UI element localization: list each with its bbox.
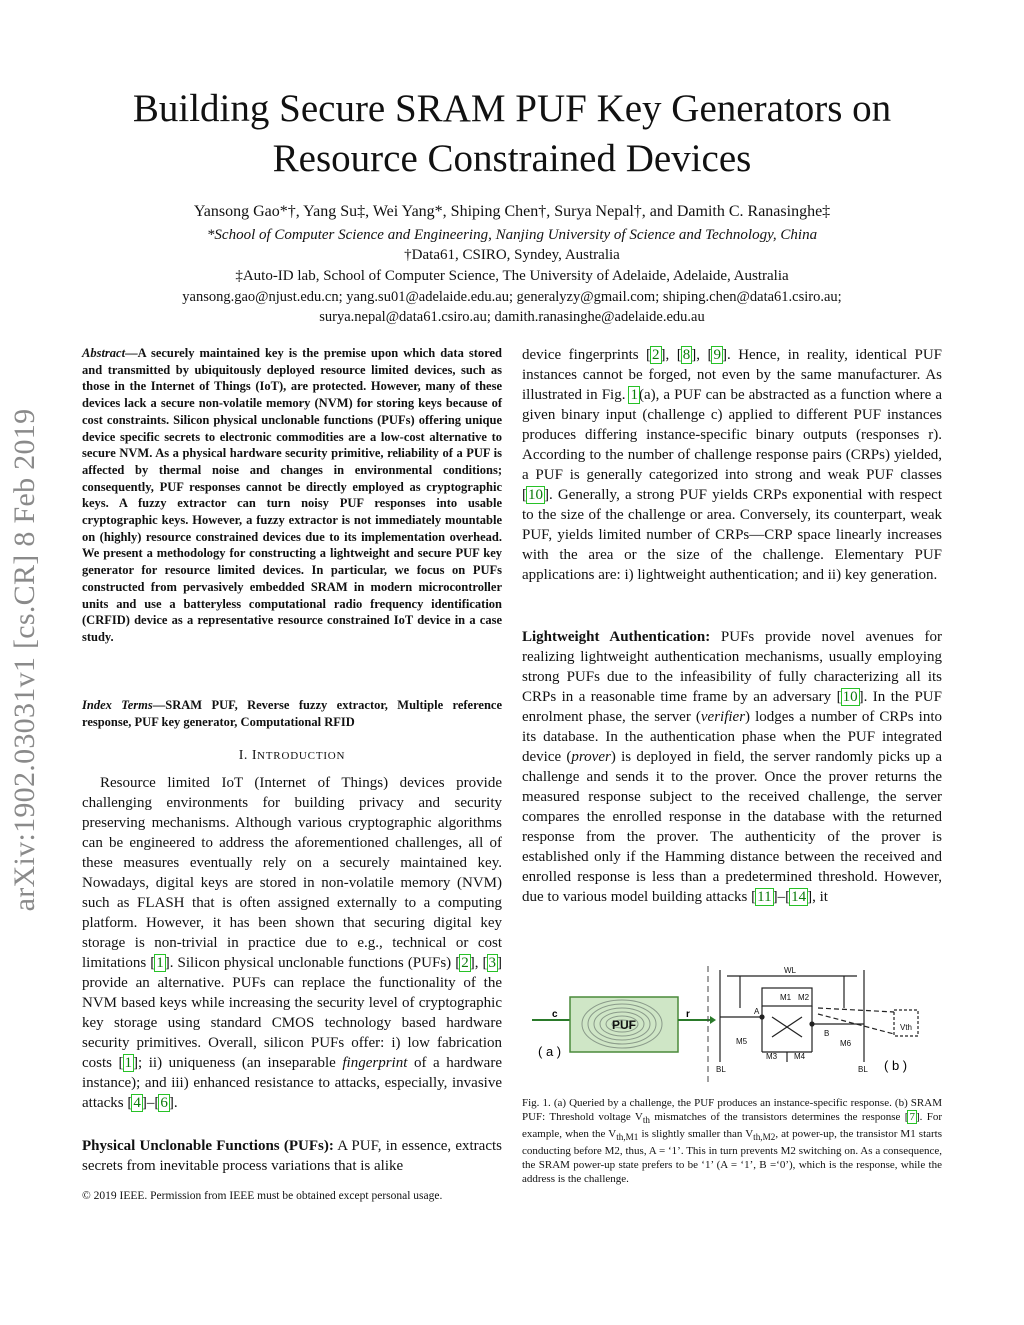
citation-link[interactable]: 6 — [160, 1095, 168, 1111]
citation-link[interactable]: 3 — [488, 955, 497, 971]
wl-label: WL — [784, 966, 796, 975]
citation-link[interactable]: 8 — [682, 347, 691, 363]
node-a-label: A — [754, 1007, 760, 1016]
lightweight-auth-heading: Lightweight Authentication: — [522, 629, 711, 645]
index-terms-label: Index Terms — [82, 698, 153, 712]
citation-link[interactable]: 4 — [133, 1095, 141, 1111]
node-b-label: B — [824, 1029, 830, 1038]
email-line-2: surya.nepal@data61.csiro.au; damith.ranasinghe@adelaide.edu.au — [319, 309, 705, 325]
challenge-label: c — [552, 1009, 558, 1020]
m6-label: M6 — [840, 1039, 852, 1048]
figure-link[interactable]: 1 — [630, 387, 638, 403]
lightweight-auth-paragraph: Lightweight Authentication: PUFs provide novel avenues for realizing lightweight authentication mechanisms, usually employing strong PUFs due to the infeasibility of fully characterizing all its CRPs in a reasonable time frame by an adversary [10]. In the PUF enrolment phase, the server (verifier) lodges a number of CRPs into its database. In the authentication phase when the PUF integrated device (prover) is deployed in field, the server randomly picks up a challenge and sends it to the prover. Once the prover returns the measured response subject to the received challenge, the server compares the enrolled response in the database with the returned response from the prover. The authenticity of the prover is established only if the Hamming distance between the received and enrolled response is less than a predetermined threshold. However, due to various model building attacks [11]–[14], it — [522, 629, 943, 905]
index-terms — [82, 697, 502, 730]
puf-heading: Physical Unclonable Functions (PUFs): — [82, 1138, 334, 1154]
m3-label: M3 — [766, 1052, 778, 1061]
intro-paragraph: Resource limited IoT (Internet of Things) devices provide challenging environments for building privacy and security preserving mechanisms. Although various cryptographic algorithms can be engineered to address the aforementioned challenges, all of these measures eventually rely on a securely maintained key. Nowadays, digital keys are stored in non-volatile memory (NVM) such as FLASH that is often assigned externally to a computing platform. However, it has been shown that securing digital key storage is non-trivial in practice due to e.g., technical or cost limitations [1]. Silicon physical unclonable functions (PUFs) [2], [3] provide an alternative. PUFs can replace the functionality of the NVM based keys while increasing the security level of cryptographic key storage using standard CMOS technology based hardware security primitives. Overall, silicon PUFs offer: i) low fabrication costs [1]; ii) uniqueness (an inseparable fingerprint of a hardware instance); and iii) enhanced resistance to attacks, especially, invasive attacks [4]–[6]. — [82, 775, 503, 1111]
m4-label: M4 — [794, 1052, 806, 1061]
abstract — [82, 345, 502, 646]
sram-cell-schematic — [720, 970, 918, 1062]
citation-link[interactable]: 1 — [156, 955, 164, 971]
vth-label: Vth — [900, 1023, 913, 1032]
bl-label: BL — [716, 1065, 726, 1074]
figure-1-caption: Fig. 1. (a) Queried by a challenge, the PUF produces an instance-specific response. (b) SRAM PUF: Threshold voltage $V_{th}$ mismatches of the transistors determines the response [7]. For example, when the $V_{th,M1}$ is slightly smaller than $V_{th,M2}$, at power-up, the transistor M1 starts conducting before M2, thus, A = ‘1’. This in turn prevents M2 switching on. As a consequence, the SRAM power-up state prefers to be ‘1’ (A = ‘1’, B =‘0’), which is the response, while the address is the challenge. — [522, 1097, 943, 1186]
citation-link[interactable]: 2 — [461, 955, 469, 971]
index-terms-text: —SRAM PUF, Reverse fuzzy extractor, Multiple reference response, PUF key generator, Computational RFID — [82, 698, 503, 729]
affiliation-3: ‡Auto-ID lab, School of Computer Science, The University of Adelaide, Adelaide, Australia — [235, 268, 789, 284]
bl-bar-label: BL — [858, 1065, 868, 1074]
copyright-notice: © 2019 IEEE. Permission from IEEE must be obtained except personal usage. — [82, 1190, 443, 1202]
citation-link[interactable]: 1 — [124, 1055, 133, 1071]
panel-a-label: ( a ) — [538, 1044, 562, 1059]
affiliation-1: *School of Computer Science and Engineering, Nanjing University of Science and Technology, China — [206, 227, 818, 243]
response-label: r — [686, 1009, 690, 1020]
figure-1 — [522, 962, 942, 1087]
citation-link[interactable]: 10 — [842, 689, 858, 705]
m5-label: M5 — [736, 1037, 748, 1046]
affiliation-2: †Data61, CSIRO, Syndey, Australia — [404, 247, 620, 263]
citation-link[interactable]: 2 — [652, 347, 660, 363]
citation-link[interactable]: 11 — [757, 889, 772, 905]
author-list: Yansong Gao*†, Yang Su‡, Wei Yang*, Shiping Chen†, Surya Nepal†, and Damith C. Ranasinghe‡ — [193, 203, 831, 220]
right-paragraph-1: device fingerprints [2], [8], [9]. Hence, in reality, identical PUF instances cannot be forged, not even by the same manufacturer. As illustrated in Fig. 1(a), a PUF can be abstracted as a function where a given binary input (challenge c) applied to different PUF instances produces differing instance-specific binary outputs (responses r). According to the number of challenge response pairs (CRPs) yielded, a PUF is generally categorized into strong and weak PUF classes [10]. Generally, a strong PUF yields CRPs exponential with respect to the size of the challenge or area. Conversely, its counterpart, weak PUF, yields limited number of CRPs—CRP space linearly increases with the area or the size of the challenge. Elementary PUF applications are: i) lightweight authentication; and ii) key generation. — [522, 347, 943, 583]
citation-link[interactable]: 14 — [791, 889, 807, 905]
citation-link[interactable]: 7 — [909, 1111, 915, 1123]
abstract-text: —A securely maintained key is the premise upon which data stored and transmitted by ubiquitously deployed resource limited devices, such as those in the Internet of Things (IoT), are protected. However, many of these devices lack a secure non-volatile memory (NVM) for storing keys because of cost constraints. Silicon physical unclonable functions (PUFs) offering unique device specific secrets to electronic commodities are a low-cost alternative to secure NVM. As a physical hardware security primitive, reliability of a PUF is affected by thermal noise and changes in environmental conditions; consequently, PUF responses cannot be directly employed as cryptographic keys. A fuzzy extractor can turn noisy PUF responses into usable cryptographic keys. However, a fuzzy extractor is not immediately mountable on (highly) resource constrained devices due to its implementation overhead. We present a methodology for constructing a lightweight and secure PUF key generator for resource limited devices. In particular, we focus on PUFs constructed from pervasively embedded SRAM in modern microcontroller units and use a batteryless computational radio frequency identification (CRFID) device as a representative resource constrained IoT device in a case study. — [82, 346, 502, 644]
m2-label: M2 — [798, 993, 810, 1002]
citation-link[interactable]: 9 — [713, 347, 721, 363]
title-line-2: Resource Constrained Devices — [272, 137, 752, 180]
m1-label: M1 — [780, 993, 792, 1002]
citation-link[interactable]: 10 — [528, 487, 543, 503]
email-line-1: yansong.gao@njust.edu.cn; yang.su01@adelaide.edu.au; generalyzy@gmail.com; shiping.chen@data61.csiro.au; — [182, 289, 842, 305]
title-line-1: Building Secure SRAM PUF Key Generators on — [132, 87, 892, 130]
puf-block-diagram — [532, 997, 716, 1059]
arxiv-id: arXiv:1902.03031v1 [cs.CR] 8 Feb 2019 — [8, 408, 41, 912]
abstract-label: Abstract — [82, 346, 126, 360]
arxiv-stamp — [10, 365, 40, 955]
puf-label: PUF — [612, 1018, 636, 1032]
paper-title — [60, 84, 964, 184]
section-heading-introduction: I. INTRODUCTION — [238, 748, 346, 763]
panel-b-label: ( b ) — [884, 1058, 908, 1073]
puf-paragraph: Physical Unclonable Functions (PUFs): A PUF, in essence, extracts secrets from inevitable process variations that is alike — [82, 1138, 502, 1174]
